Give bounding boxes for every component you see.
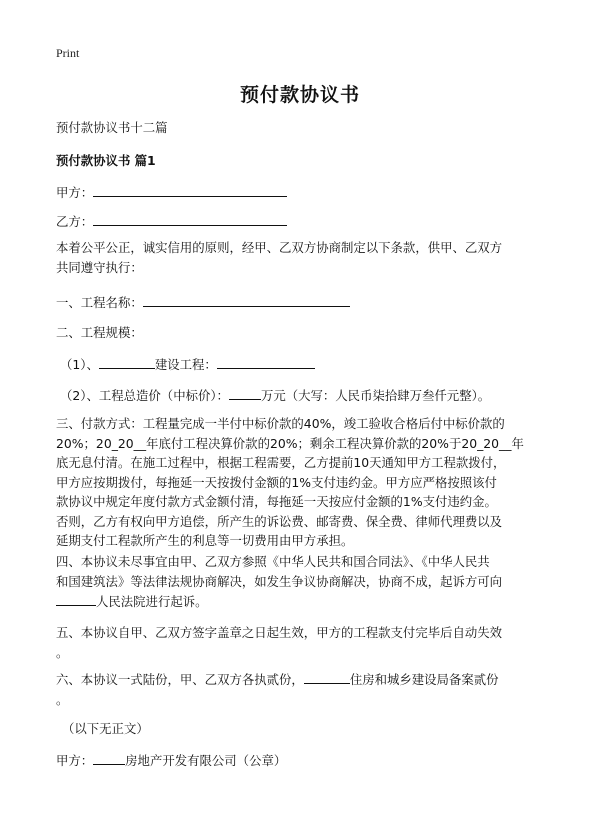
clause-6-paragraph	[56, 669, 548, 709]
clause-6-row-2: 。	[56, 691, 69, 707]
no-text-below: （以下无正文）	[62, 721, 149, 736]
clause-3-row: 20%；20_20__年底付工程决算价款的20%；剩余工程决算价款的20%于20_20__年	[56, 435, 524, 451]
clause-3-paragraph	[56, 414, 548, 551]
construction-blank	[99, 354, 155, 369]
court-blank	[56, 591, 96, 606]
city-blank	[304, 669, 350, 684]
clause-5-row: 。	[56, 644, 69, 660]
clause-2-item-2-suffix: 万元（大写：人民币柒拾肆万叁仟元整）。	[260, 388, 491, 403]
clause-4-row-3-suffix: 人民法院进行起诉。	[96, 594, 208, 609]
party-b-line	[56, 211, 287, 232]
party-a-label: 甲方：	[56, 185, 94, 200]
clause-6-row-1	[56, 669, 548, 690]
clause-3-row: 底无息付清。在施工过程中，根据工程需要，乙方提前10天通知甲方工程款拨付，	[56, 455, 506, 470]
clause-2-item-1-suffix: 建设工程：	[154, 357, 217, 372]
document-subtitle: 预付款协议书十二篇	[56, 120, 168, 135]
clause-6-prefix: 六、本协议一式陆份，甲、乙双方各执贰份，	[56, 672, 304, 687]
section-heading: 预付款协议书 篇1	[56, 153, 156, 168]
clause-3-row: 三、付款方式：工程量完成一半付中标价款的40%，竣工验收合格后付中标价款的	[56, 416, 505, 431]
clause-1	[56, 292, 350, 313]
sign-party-a	[56, 750, 286, 771]
clause-1-label: 一、工程名称：	[56, 295, 143, 310]
party-b-label: 乙方：	[56, 214, 94, 229]
intro-paragraph	[56, 238, 548, 277]
document-title: 预付款协议书	[239, 84, 360, 106]
developer-name-blank	[93, 750, 125, 765]
clause-2-item-1	[60, 354, 315, 375]
sign-party-a-suffix: 房地产开发有限公司（公章）	[125, 753, 287, 768]
party-a-blank	[93, 182, 287, 197]
project-name-blank	[143, 292, 350, 307]
clause-3-row: 延期支付工程款所产生的利息等一切费用由甲方承担。	[56, 533, 354, 548]
sign-party-a-label: 甲方：	[56, 753, 94, 768]
clause-2-label: 二、工程规模：	[56, 325, 143, 340]
total-price-blank	[229, 385, 261, 400]
clause-2-item-1-prefix: （1）、	[60, 357, 99, 372]
clause-5-paragraph	[56, 623, 548, 662]
clause-4-paragraph	[56, 552, 548, 612]
party-b-blank	[93, 211, 287, 226]
print-label: Print	[56, 46, 80, 60]
party-a-line	[56, 182, 287, 203]
clause-5-row: 五、本协议自甲、乙双方签字盖章之日起生效，甲方的工程款支付完毕后自动失效	[56, 625, 503, 640]
clause-3-row: 甲方应按期拨付，每拖延一天按拨付金额的1%支付违约金。甲方应严格按照该付	[56, 474, 497, 490]
clause-4-row-3	[56, 591, 548, 612]
clause-3-row: 款协议中规定年度付款方式金额付清，每拖延一天按应付金额的1%支付违约金。	[56, 494, 497, 509]
clause-2-item-2-prefix: （2）、工程总造价（中标价）：	[60, 388, 229, 403]
construction-name-blank	[217, 354, 315, 369]
clause-6-suffix: 住房和城乡建设局备案贰份	[349, 672, 499, 687]
intro-row: 共同遵守执行：	[56, 259, 143, 275]
clause-3-row: 否则，乙方有权向甲方追偿，所产生的诉讼费、邮寄费、保全费、律师代理费以及	[56, 513, 503, 529]
clause-4-row: 和国建筑法》等法律法规协商解决，如发生争议协商解决，协商不成，起诉方可向	[56, 573, 503, 589]
clause-2-item-2	[60, 385, 490, 406]
clause-4-row: 四、本协议未尽事宜由甲、乙双方参照《中华人民共和国合同法》、《中华人民共	[56, 554, 490, 569]
intro-row: 本着公平公正，诚实信用的原则，经甲、乙双方协商制定以下条款，供甲、乙双方	[56, 240, 503, 255]
